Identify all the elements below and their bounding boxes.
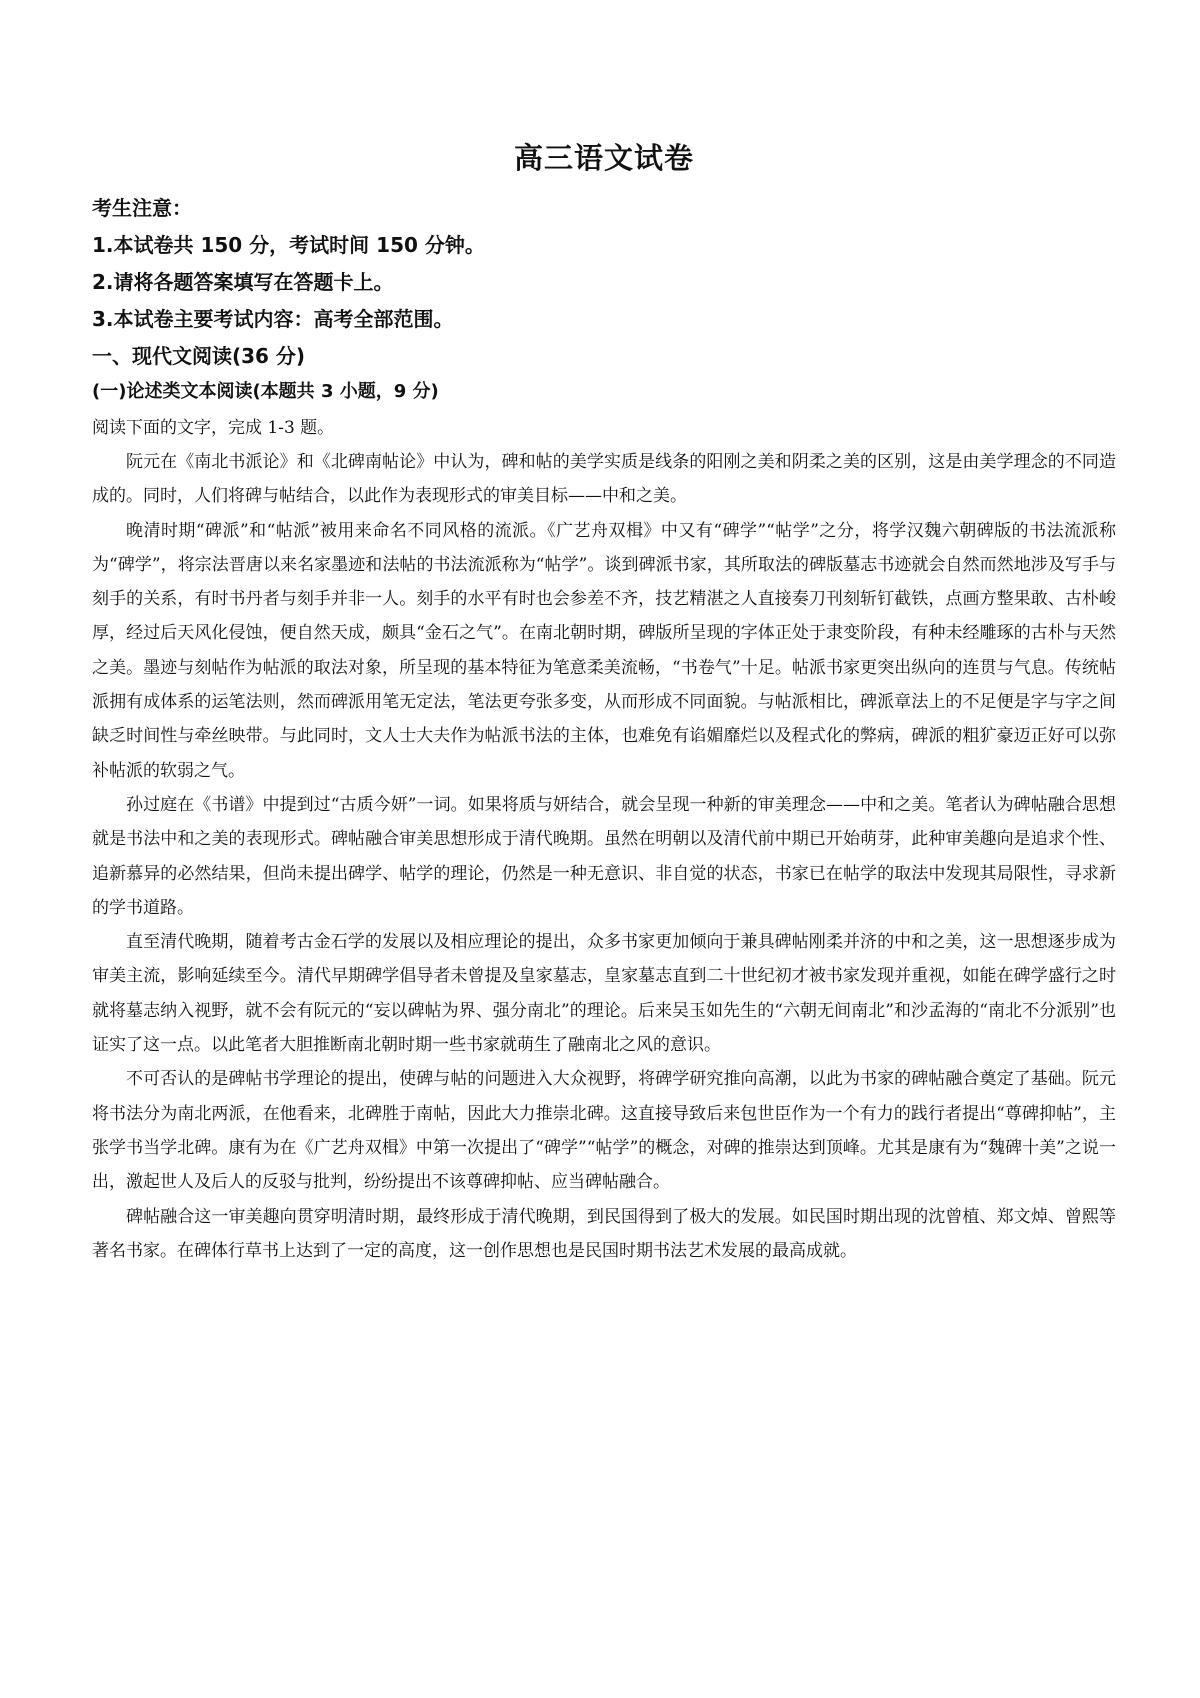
passage-paragraph: 直至清代晚期，随着考古金石学的发展以及相应理论的提出，众多书家更加倾向于兼具碑帖刚柔并济的中和之美，这一思想逐步成为审美主流，影响延续至今。清代早期碑学倡导者未曾提及皇家墓志，皇家墓志直到二十世纪初才被书家发现并重视，如能在碑学盛行之时就将墓志纳入视野，就不会有阮元的“妄以碑帖为界、强分南北”的理论。后来吴玉如先生的“六朝无间南北”和沙孟海的“南北不分派别”也证实了这一点。以此笔者大胆推断南北朝时期一些书家就萌生了融南北之风的意识。 (92, 932, 1116, 1056)
notice-heading: 考生注意： (92, 196, 192, 220)
notice-item: 2.请将各题答案填写在答题卡上。 (92, 270, 394, 294)
passage-paragraph: 孙过庭在《书谱》中提到过“古质今妍”一词。如果将质与妍结合，就会呈现一种新的审美理念——中和之美。笔者认为碑帖融合思想就是书法中和之美的表现形式。碑帖融合审美思想形成于清代晚期。虽然在明朝以及清代前中期已开始萌芽，此种审美趣向是追求个性、追新慕异的必然结果，但尚未提出碑学、帖学的理论，仍然是一种无意识、非自觉的状态，书家已在帖学的取法中发现其局限性，寻求新的学书道路。 (92, 794, 1116, 918)
passage-paragraph: 碑帖融合这一审美趣向贯穿明清时期，最终形成于清代晚期，到民国得到了极大的发展。如民国时期出现的沈曾植、郑文焯、曾熙等著名书家。在碑体行草书上达到了一定的高度，这一创作思想也是民国时期书法艺术发展的最高成就。 (92, 1206, 1116, 1261)
page-title: 高三语文试卷 (513, 141, 694, 175)
notice-item: 3.本试卷主要考试内容：高考全部范围。 (92, 307, 454, 331)
notice-item: 1.本试卷共 150 分，考试时间 150 分钟。 (92, 233, 485, 257)
exam-page (92, 138, 1116, 1268)
reading-passage (92, 445, 1116, 1268)
subsection-heading: (一)论述类文本阅读(本题共 3 小题，9 分) (92, 381, 439, 402)
reading-instruction: 阅读下面的文字，完成 1-3 题。 (92, 418, 335, 438)
passage-paragraph: 晚清时期“碑派”和“帖派”被用来命名不同风格的流派。《广艺舟双楫》中又有“碑学”“帖学”之分，将学汉魏六朝碑版的书法流派称为“碑学”，将宗法晋唐以来名家墨迹和法帖的书法流派称为“帖学”。谈到碑派书家，其所取法的碑版墓志书迹就会自然而然地涉及写手与刻手的关系，有时书丹者与刻手并非一人。刻手的水平有时也会参差不齐，技艺精湛之人直接奏刀刊刻斩钉截铁，点画方整果敢、古朴峻厚，经过后天风化侵蚀，便自然天成，颇具“金石之气”。在南北朝时期，碑版所呈现的字体正处于隶变阶段，有种未经雕琢的古朴与天然之美。墨迹与刻帖作为帖派的取法对象，所呈现的基本特征为笔意柔美流畅，“书卷气”十足。帖派书家更突出纵向的连贯与气息。传统帖派拥有成体系的运笔法则，然而碑派用笔无定法，笔法更夸张多变，从而形成不同面貌。与帖派相比，碑派章法上的不足便是字与字之间缺乏时间性与牵丝映带。与此同时，文人士大夫作为帖派书法的主体，也难免有谄媚靡烂以及程式化的弊病，碑派的粗犷豪迈正好可以弥补帖派的软弱之气。 (92, 520, 1116, 781)
passage-paragraph: 不可否认的是碑帖书学理论的提出，使碑与帖的问题进入大众视野，将碑学研究推向高潮，以此为书家的碑帖融合奠定了基础。阮元将书法分为南北两派，在他看来，北碑胜于南帖，因此大力推崇北碑。这直接导致后来包世臣作为一个有力的践行者提出“尊碑抑帖”，主张学书当学北碑。康有为在《广艺舟双楫》中第一次提出了“碑学”“帖学”的概念，对碑的推崇达到顶峰。尤其是康有为“魏碑十美”之说一出，激起世人及后人的反驳与批判，纷纷提出不该尊碑抑帖、应当碑帖融合。 (92, 1069, 1116, 1193)
section-heading: 一、现代文阅读(36 分) (92, 344, 306, 368)
notice-block (92, 190, 1116, 338)
passage-paragraph: 阮元在《南北书派论》和《北碑南帖论》中认为，碑和帖的美学实质是线条的阳刚之美和阴柔之美的区别，这是由美学理念的不同造成的。同时，人们将碑与帖结合，以此作为表现形式的审美目标——中和之美。 (92, 452, 1116, 507)
